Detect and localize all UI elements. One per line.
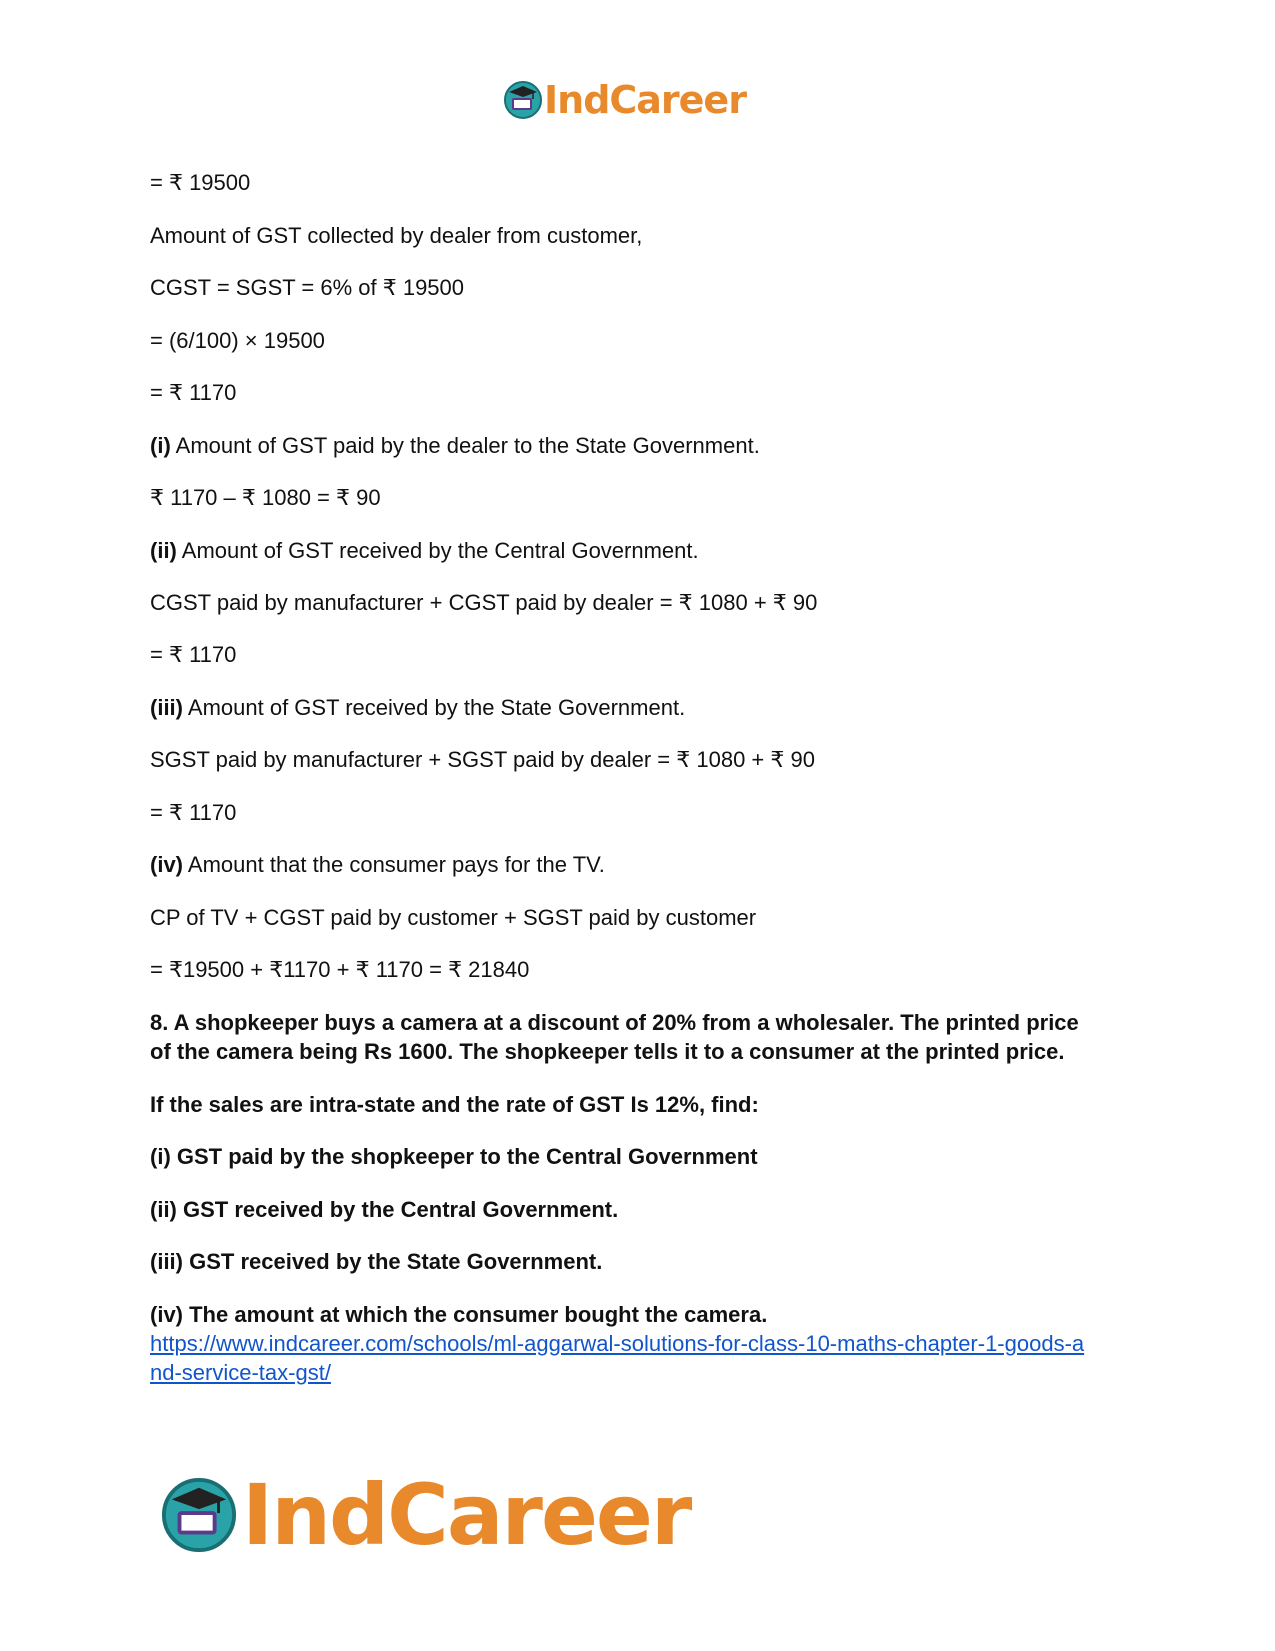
- calc-line: CGST = SGST = 6% of ₹ 19500: [150, 275, 465, 300]
- question-part: (iv) The amount at which the consumer bought the camera.: [150, 1302, 768, 1327]
- calc-line: = ₹19500 + ₹1170 + ₹ 1170 = ₹ 21840: [150, 957, 530, 982]
- answer-heading: (i) Amount of GST paid by the dealer to the State Government.: [150, 433, 760, 458]
- graduation-book-globe-icon: [503, 80, 543, 120]
- calc-line: SGST paid by manufacturer + SGST paid by dealer = ₹ 1080 + ₹ 90: [150, 747, 815, 772]
- question-text: 8. A shopkeeper buys a camera at a discount of 20% from a wholesaler. The printed price: [150, 1010, 1079, 1035]
- brand-name: IndCareer: [544, 78, 746, 122]
- calc-line: = ₹ 1170: [150, 642, 237, 667]
- footer-logo: [160, 1466, 690, 1564]
- calc-line: CGST paid by manufacturer + CGST paid by dealer = ₹ 1080 + ₹ 90: [150, 590, 818, 615]
- header-logo: [503, 78, 746, 122]
- answer-heading: (ii) Amount of GST received by the Central Government.: [150, 538, 699, 563]
- question-text: of the camera being Rs 1600. The shopkeeper tells it to a consumer at the printed price.: [150, 1039, 1065, 1064]
- source-link-continued[interactable]: nd-service-tax-gst/: [150, 1360, 331, 1385]
- calc-line: = (6/100) × 19500: [150, 328, 325, 353]
- question-condition: If the sales are intra-state and the rate of GST Is 12%, find:: [150, 1092, 759, 1117]
- calc-line: Amount of GST collected by dealer from customer,: [150, 223, 643, 248]
- brand-name: IndCareer: [242, 1466, 691, 1564]
- part-label: (iii): [150, 695, 183, 720]
- question-part: (iii) GST received by the State Government.: [150, 1249, 603, 1274]
- question-part: (ii) GST received by the Central Government.: [150, 1197, 619, 1222]
- answer-heading: (iv) Amount that the consumer pays for the TV.: [150, 852, 605, 877]
- question-part: (i) GST paid by the shopkeeper to the Central Government: [150, 1144, 758, 1169]
- answer-heading: (iii) Amount of GST received by the State Government.: [150, 695, 686, 720]
- calc-line: = ₹ 1170: [150, 800, 237, 825]
- part-label: (ii): [150, 538, 177, 563]
- calc-line: = ₹ 19500: [150, 170, 251, 195]
- part-label: (iv): [150, 852, 183, 877]
- graduation-book-globe-icon: [160, 1476, 238, 1554]
- calc-line: ₹ 1170 – ₹ 1080 = ₹ 90: [150, 485, 381, 510]
- calc-line: = ₹ 1170: [150, 380, 237, 405]
- calc-line: CP of TV + CGST paid by customer + SGST paid by customer: [150, 905, 757, 930]
- part-label: (i): [150, 433, 171, 458]
- source-link[interactable]: https://www.indcareer.com/schools/ml-aggarwal-solutions-for-class-10-maths-chapter-1-goods-a: [150, 1331, 1085, 1356]
